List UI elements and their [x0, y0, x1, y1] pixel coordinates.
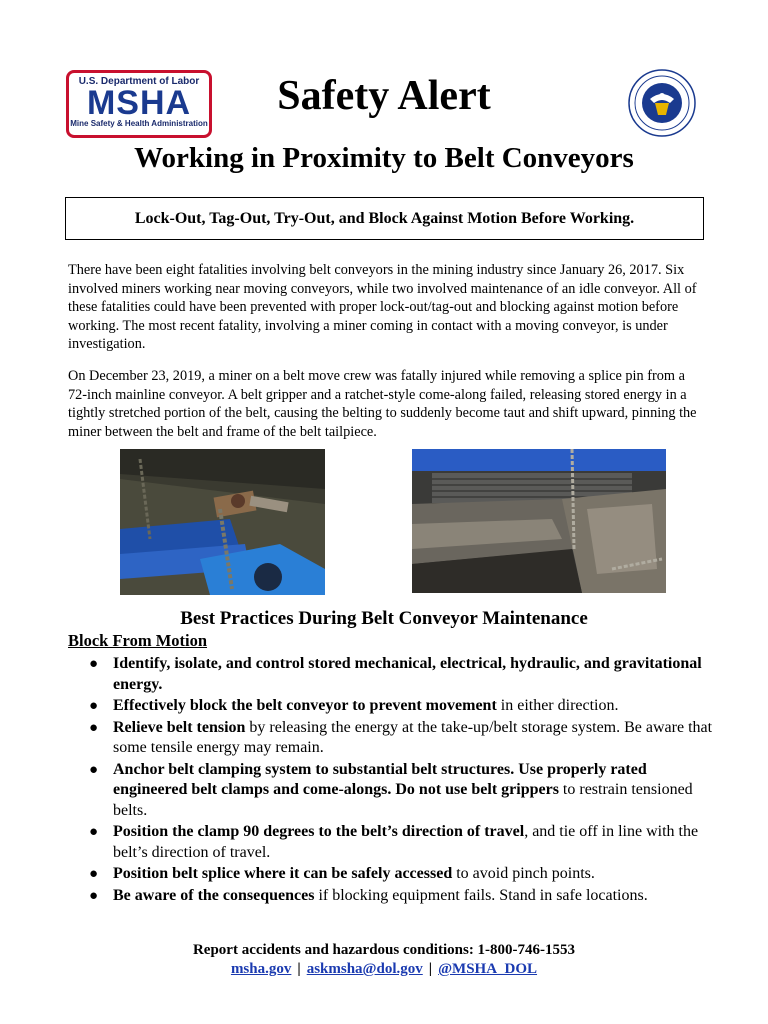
bullet-bold: Identify, isolate, and control stored mechanical, electrical, hydraulic, and gravitational energy. [113, 655, 702, 693]
list-item [89, 654, 713, 695]
callout-box: Lock-Out, Tag-Out, Try-Out, and Block Against Motion Before Working. [65, 197, 704, 240]
logo-acronym: MSHA [86, 84, 192, 122]
list-item [89, 760, 713, 822]
incident-paragraph: On December 23, 2019, a miner on a belt move crew was fatally injured while removing a splice pin from a 72-inch mainline conveyor. A belt gripper and a ratchet-style come-along failed, releasing stored energy in a tightly stretched portion of the belt, causing the belting to suddenly become taut and shift upward, pinning the miner between the belt and frame of the belt tailpiece. [68, 368, 697, 440]
link-separator: | [297, 961, 301, 977]
bullet-rest: by releasing the energy at the take-up/belt storage system. Be aware that some tensile energy may remain. [113, 718, 713, 756]
bullet-rest: to avoid pinch points. [452, 865, 595, 882]
bullet-icon: ● [89, 698, 99, 714]
bullet-bold: Relieve belt tension [113, 718, 246, 736]
link-separator: | [428, 961, 433, 977]
bullet-icon: ● [89, 719, 99, 736]
best-practices-heading: Best Practices During Belt Conveyor Maintenance [180, 608, 588, 629]
best-practices-list [89, 654, 713, 907]
bullet-rest: to restrain tensioned belts. [113, 781, 693, 819]
msha-website-link[interactable]: msha.gov [230, 961, 292, 977]
bullet-bold: Effectively block the belt conveyor to prevent movement [113, 697, 497, 714]
footer-links [0, 961, 768, 978]
belt-tailpiece-photo [412, 449, 666, 593]
bullet-bold: Anchor belt clamping system to substantial belt structures. Use properly rated engineered belt clamps and come-alongs. Do not use belt grippers [113, 760, 647, 798]
bullet-rest: if blocking equipment fails. Stand in safe locations. [314, 886, 648, 904]
bullet-bold: Position the clamp 90 degrees to the belt’s direction of travel [113, 823, 525, 840]
page-subtitle: Working in Proximity to Belt Conveyors [134, 142, 634, 174]
bullet-icon: ● [89, 656, 99, 672]
bullet-rest: in either direction. [496, 697, 619, 714]
bullet-bold: Position belt splice where it can be safely accessed [113, 865, 453, 882]
report-line: Report accidents and hazardous conditions: 1-800-746-1553 [192, 942, 576, 958]
logo-full-name: Mine Safety & Health Administration [70, 119, 208, 128]
intro-paragraph: There have been eight fatalities involving belt conveyors in the mining industry since January 26, 2017. Six involved miners working near moving conveyors, while two involved maintenance of an idle conveyor. All of these fatalities could have been prevented with proper lock-out/tag-out and blocking against motion before working. The most recent fatality, involving a miner coming in contact with a moving conveyor, is under investigation. [68, 262, 697, 353]
page-title: Safety Alert [277, 73, 491, 119]
block-from-motion-heading: Block From Motion [68, 631, 208, 650]
belt-clamp-photo [120, 449, 325, 595]
bullet-icon: ● [89, 761, 99, 778]
bullet-bold: Be aware of the consequences [113, 886, 315, 904]
twitter-link[interactable]: @MSHA_DOL [438, 961, 538, 977]
bullet-rest: , and tie off in line with the belt’s direction of travel. [113, 823, 699, 861]
email-link[interactable]: askmsha@dol.gov [306, 961, 423, 977]
bullet-icon: ● [89, 824, 99, 840]
bullet-icon: ● [89, 887, 99, 904]
logo-department: U.S. Department of Labor [78, 76, 200, 87]
list-item [89, 822, 713, 863]
list-item [89, 718, 713, 759]
bullet-icon: ● [89, 866, 99, 882]
list-item [89, 864, 713, 885]
list-item [89, 886, 713, 907]
list-item [89, 696, 713, 717]
